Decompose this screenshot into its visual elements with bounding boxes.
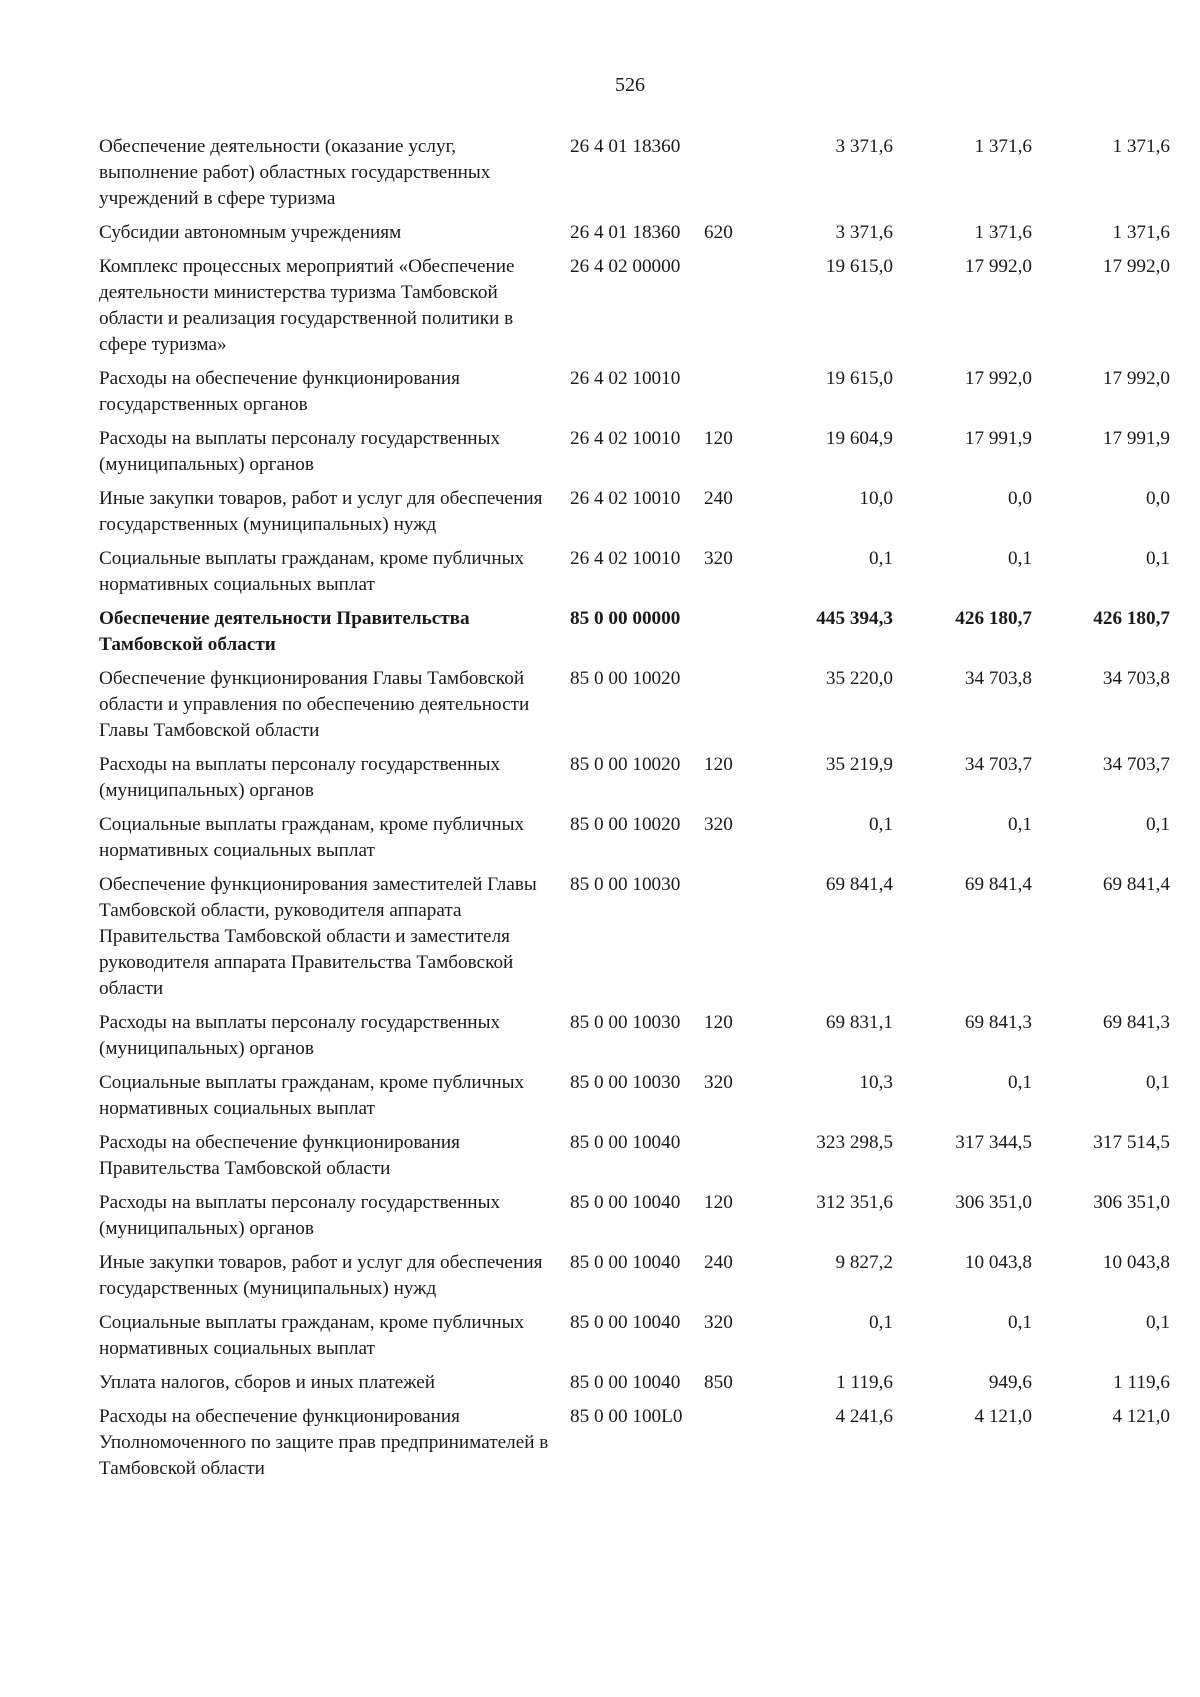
row-amount-2: 949,6 xyxy=(988,1372,1032,1393)
row-name: Расходы на обеспечение функционирования Правительства Тамбовской области xyxy=(99,1132,461,1179)
row-target-code: 26 4 02 10010 xyxy=(570,488,681,509)
table-row xyxy=(99,812,1170,872)
row-amount-3: 0,1 xyxy=(1146,1072,1170,1093)
row-amount-2: 69 841,4 xyxy=(964,874,1032,895)
row-name: Комплекс процессных мероприятий «Обеспечение деятельности министерства туризма Тамбовской области и реализация государственной политики в сфере туризма» xyxy=(99,256,515,355)
row-amount-2: 4 121,0 xyxy=(974,1406,1032,1427)
row-amount-2: 317 344,5 xyxy=(955,1132,1032,1153)
row-target-code: 85 0 00 10040 xyxy=(570,1252,681,1273)
row-expense-type: 320 xyxy=(704,1312,733,1333)
row-name: Иные закупки товаров, работ и услуг для обеспечения государственных (муниципальных) нужд xyxy=(99,488,543,535)
row-amount-3: 34 703,8 xyxy=(1102,668,1170,689)
row-expense-type: 120 xyxy=(704,428,733,449)
row-amount-1: 445 394,3 xyxy=(816,608,893,629)
row-amount-2: 1 371,6 xyxy=(974,222,1032,243)
row-expense-type xyxy=(704,872,756,1010)
row-name: Социальные выплаты гражданам, кроме публичных нормативных социальных выплат xyxy=(99,1072,525,1119)
row-target-code: 26 4 02 10010 xyxy=(570,368,681,389)
row-expense-type: 320 xyxy=(704,1072,733,1093)
row-name: Социальные выплаты гражданам, кроме публичных нормативных социальных выплат xyxy=(99,814,525,861)
row-name: Расходы на выплаты персоналу государственных (муниципальных) органов xyxy=(99,754,501,801)
row-expense-type: 240 xyxy=(704,1252,733,1273)
table-row xyxy=(99,366,1170,426)
row-amount-2: 34 703,7 xyxy=(964,754,1032,775)
row-amount-2: 0,0 xyxy=(1008,488,1032,509)
row-amount-3: 426 180,7 xyxy=(1093,608,1170,629)
row-expense-type: 120 xyxy=(704,1012,733,1033)
table-row xyxy=(99,1190,1170,1250)
row-target-code: 26 4 02 10010 xyxy=(570,428,681,449)
row-amount-1: 312 351,6 xyxy=(816,1192,893,1213)
row-amount-3: 4 121,0 xyxy=(1112,1406,1170,1427)
row-amount-3: 0,1 xyxy=(1146,814,1170,835)
row-target-code: 26 4 01 18360 xyxy=(570,222,681,243)
row-target-code: 85 0 00 10030 xyxy=(570,874,681,895)
row-amount-3: 0,0 xyxy=(1146,488,1170,509)
table-row xyxy=(99,426,1170,486)
row-amount-1: 0,1 xyxy=(869,548,893,569)
row-target-code: 85 0 00 10040 xyxy=(570,1132,681,1153)
row-expense-type: 120 xyxy=(704,1192,733,1213)
row-amount-3: 317 514,5 xyxy=(1093,1132,1170,1153)
row-target-code: 85 0 00 100L0 xyxy=(570,1406,683,1427)
row-expense-type: 620 xyxy=(704,222,733,243)
row-target-code: 85 0 00 10020 xyxy=(570,814,681,835)
table-row xyxy=(99,666,1170,752)
row-name: Иные закупки товаров, работ и услуг для обеспечения государственных (муниципальных) нужд xyxy=(99,1252,543,1299)
row-amount-3: 10 043,8 xyxy=(1102,1252,1170,1273)
row-name: Уплата налогов, сборов и иных платежей xyxy=(99,1372,436,1393)
row-amount-1: 3 371,6 xyxy=(835,222,893,243)
row-name: Социальные выплаты гражданам, кроме публичных нормативных социальных выплат xyxy=(99,548,525,595)
row-amount-1: 4 241,6 xyxy=(835,1406,893,1427)
row-amount-3: 17 992,0 xyxy=(1102,368,1170,389)
row-amount-2: 17 992,0 xyxy=(964,256,1032,277)
row-amount-2: 306 351,0 xyxy=(955,1192,1032,1213)
table-row xyxy=(99,1130,1170,1190)
row-amount-3: 69 841,4 xyxy=(1102,874,1170,895)
row-expense-type xyxy=(704,1404,756,1490)
row-name: Социальные выплаты гражданам, кроме публичных нормативных социальных выплат xyxy=(99,1312,525,1359)
row-amount-2: 17 991,9 xyxy=(964,428,1032,449)
row-amount-1: 0,1 xyxy=(869,814,893,835)
row-amount-1: 9 827,2 xyxy=(835,1252,893,1273)
row-expense-type xyxy=(704,606,756,666)
row-amount-1: 35 219,9 xyxy=(825,754,893,775)
table-row xyxy=(99,1010,1170,1070)
row-amount-3: 69 841,3 xyxy=(1102,1012,1170,1033)
table-row xyxy=(99,872,1170,1010)
row-amount-2: 0,1 xyxy=(1008,548,1032,569)
row-amount-3: 1 371,6 xyxy=(1112,136,1170,157)
table-row xyxy=(99,752,1170,812)
row-amount-1: 19 615,0 xyxy=(825,256,893,277)
row-expense-type: 850 xyxy=(704,1372,733,1393)
row-amount-1: 323 298,5 xyxy=(816,1132,893,1153)
row-target-code: 85 0 00 10030 xyxy=(570,1072,681,1093)
row-amount-2: 1 371,6 xyxy=(974,136,1032,157)
table-row xyxy=(99,1404,1170,1490)
row-amount-3: 1 119,6 xyxy=(1113,1372,1170,1393)
table-row xyxy=(99,1370,1170,1404)
row-amount-1: 1 119,6 xyxy=(836,1372,893,1393)
table-row xyxy=(99,1250,1170,1310)
row-expense-type: 320 xyxy=(704,548,733,569)
row-amount-2: 17 992,0 xyxy=(964,368,1032,389)
row-amount-1: 19 604,9 xyxy=(825,428,893,449)
row-amount-3: 306 351,0 xyxy=(1093,1192,1170,1213)
row-expense-type xyxy=(704,666,756,752)
row-name: Расходы на обеспечение функционирования государственных органов xyxy=(99,368,461,415)
page-number: 526 xyxy=(615,74,645,96)
row-target-code: 26 4 01 18360 xyxy=(570,136,681,157)
row-name: Обеспечение функционирования заместителей Главы Тамбовской области, руководителя аппарата Правительства Тамбовской области и заместителя руководителя аппарата Правительства Тамбовской области xyxy=(99,874,537,999)
row-amount-1: 19 615,0 xyxy=(825,368,893,389)
table-row xyxy=(99,254,1170,366)
row-expense-type xyxy=(704,366,756,426)
row-target-code: 85 0 00 10030 xyxy=(570,1012,681,1033)
row-amount-1: 35 220,0 xyxy=(825,668,893,689)
row-amount-3: 0,1 xyxy=(1146,548,1170,569)
row-amount-1: 10,3 xyxy=(859,1072,893,1093)
row-amount-2: 69 841,3 xyxy=(964,1012,1032,1033)
row-expense-type: 240 xyxy=(704,488,733,509)
row-name: Расходы на выплаты персоналу государственных (муниципальных) органов xyxy=(99,428,501,475)
row-target-code: 85 0 00 10040 xyxy=(570,1192,681,1213)
row-amount-3: 17 991,9 xyxy=(1102,428,1170,449)
row-amount-3: 17 992,0 xyxy=(1102,256,1170,277)
row-amount-3: 0,1 xyxy=(1146,1312,1170,1333)
table-row xyxy=(99,606,1170,666)
row-target-code: 26 4 02 10010 xyxy=(570,548,681,569)
table-row xyxy=(99,220,1170,254)
budget-table xyxy=(99,134,1170,1490)
row-name: Расходы на обеспечение функционирования Уполномоченного по защите прав предпринимателей в Тамбовской области xyxy=(99,1406,549,1479)
row-amount-3: 34 703,7 xyxy=(1102,754,1170,775)
row-amount-2: 34 703,8 xyxy=(964,668,1032,689)
row-amount-2: 10 043,8 xyxy=(964,1252,1032,1273)
row-amount-3: 1 371,6 xyxy=(1112,222,1170,243)
row-amount-2: 426 180,7 xyxy=(955,608,1032,629)
table-body xyxy=(99,134,1170,1490)
row-expense-type xyxy=(704,1130,756,1190)
table-row xyxy=(99,134,1170,220)
row-name: Расходы на выплаты персоналу государственных (муниципальных) органов xyxy=(99,1192,501,1239)
row-amount-2: 0,1 xyxy=(1008,1312,1032,1333)
row-name: Расходы на выплаты персоналу государственных (муниципальных) органов xyxy=(99,1012,501,1059)
table-row xyxy=(99,1070,1170,1130)
row-name: Субсидии автономным учреждениям xyxy=(99,222,402,243)
row-amount-1: 69 841,4 xyxy=(825,874,893,895)
row-name: Обеспечение деятельности Правительства Тамбовской области xyxy=(99,608,470,655)
row-name: Обеспечение деятельности (оказание услуг, выполнение работ) областных государственных учреждений в сфере туризма xyxy=(99,136,491,209)
row-target-code: 85 0 00 00000 xyxy=(570,608,681,629)
row-target-code: 85 0 00 10040 xyxy=(570,1372,681,1393)
row-target-code: 85 0 00 10020 xyxy=(570,754,681,775)
table-row xyxy=(99,1310,1170,1370)
row-expense-type: 320 xyxy=(704,814,733,835)
table-row xyxy=(99,486,1170,546)
row-target-code: 26 4 02 00000 xyxy=(570,256,681,277)
row-target-code: 85 0 00 10040 xyxy=(570,1312,681,1333)
row-expense-type xyxy=(704,254,756,366)
row-target-code: 85 0 00 10020 xyxy=(570,668,681,689)
row-expense-type: 120 xyxy=(704,754,733,775)
row-amount-2: 0,1 xyxy=(1008,1072,1032,1093)
row-name: Обеспечение функционирования Главы Тамбовской области и управления по обеспечению деятельности Главы Тамбовской области xyxy=(99,668,530,741)
row-amount-2: 0,1 xyxy=(1008,814,1032,835)
table-row xyxy=(99,546,1170,606)
row-amount-1: 0,1 xyxy=(869,1312,893,1333)
row-expense-type xyxy=(704,134,756,220)
row-amount-1: 10,0 xyxy=(859,488,893,509)
row-amount-1: 69 831,1 xyxy=(825,1012,893,1033)
row-amount-1: 3 371,6 xyxy=(835,136,893,157)
